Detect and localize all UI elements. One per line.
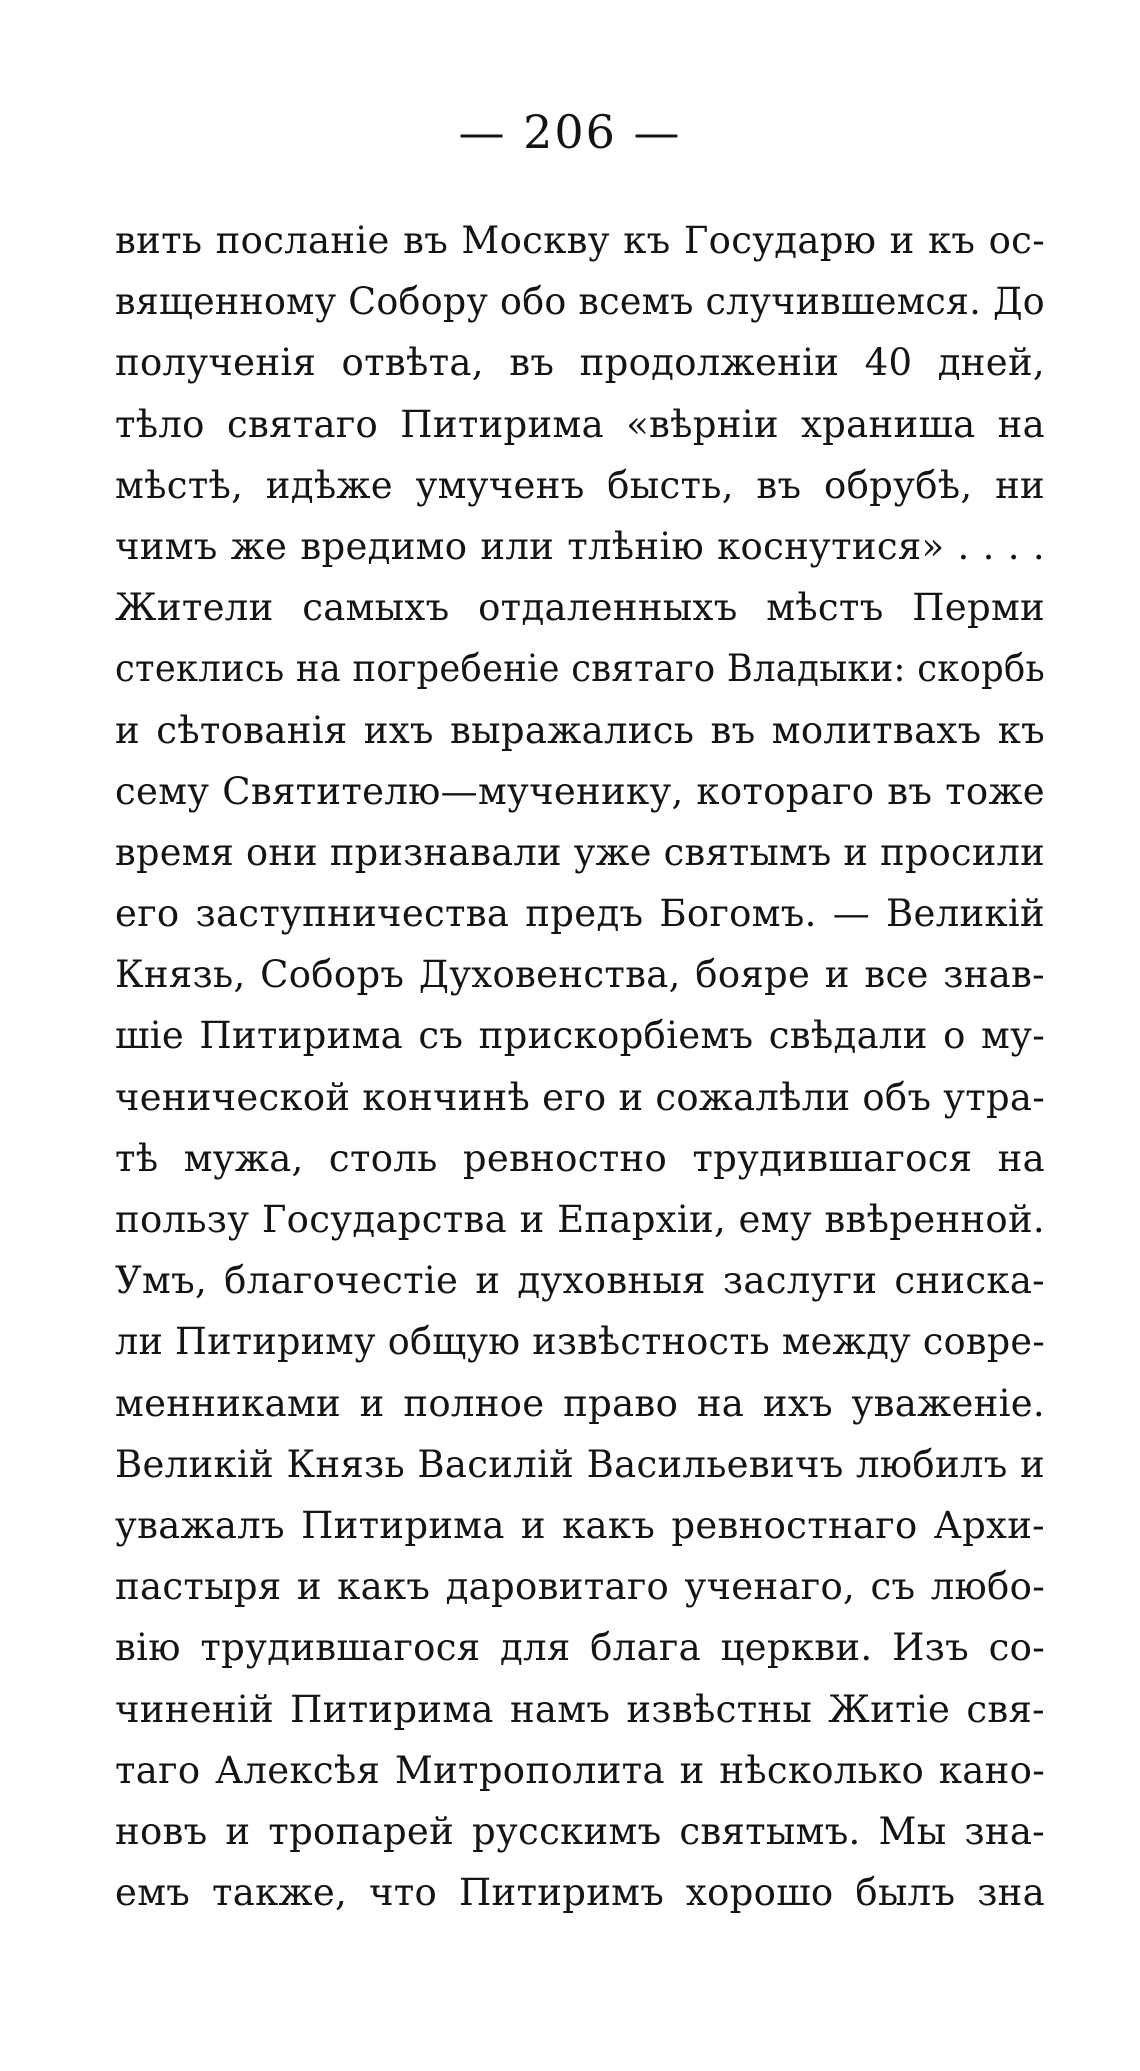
text-line: Князь, Соборъ Духовенства, бояре и все знав- <box>115 953 1045 997</box>
text-line: тѣло святаго Питирима «вѣрніи храниша на <box>115 402 1045 446</box>
text-line: уважалъ Питирима и какъ ревностнаго Архи- <box>115 1503 1045 1547</box>
text-line: его заступничества предъ Богомъ. — Великій <box>115 892 1045 936</box>
text-line: время они признавали уже святымъ и просили <box>115 830 1045 874</box>
text-line: таго Алексѣя Митрополита и нѣсколько кано- <box>115 1748 1045 1792</box>
text-line: новъ и тропарей русскимъ святымъ. Мы зна- <box>115 1809 1045 1853</box>
text-line: менниками и полное право на ихъ уваженіе. <box>115 1381 1045 1425</box>
text-line: Великій Князь Василій Васильевичъ любилъ и <box>115 1442 1045 1486</box>
body-text <box>115 210 1045 1923</box>
text-line: пастыря и какъ даровитаго ученаго, съ любо- <box>115 1565 1045 1609</box>
text-line: ли Питириму общую извѣстность между совре- <box>115 1320 1045 1364</box>
text-line: Жители самыхъ отдаленныхъ мѣстъ Перми <box>115 586 1045 630</box>
text-line: полученія отвѣта, въ продолженіи 40 дней, <box>115 341 1045 385</box>
text-line: ченической кончинѣ его и сожалѣли объ утра- <box>115 1075 1045 1119</box>
text-line: шіе Питирима съ прискорбіемъ свѣдали о му- <box>115 1014 1045 1058</box>
text-line: Умъ, благочестіе и духовныя заслуги сниска- <box>115 1259 1045 1303</box>
text-line: и сѣтованія ихъ выражались въ молитвахъ къ <box>115 708 1045 752</box>
text-line: вить посланіе въ Москву къ Государю и къ ос- <box>115 219 1045 262</box>
text-line: емъ также, что Питиримъ хорошо былъ зна <box>115 1871 1045 1915</box>
text-line: стеклись на погребеніе святаго Владыки: скорбь <box>115 647 1045 691</box>
text-line: мѣстѣ, идѣже умученъ бысть, въ обрубѣ, ни <box>115 463 1045 507</box>
text-line: тѣ мужа, столь ревностно трудившагося на <box>115 1136 1045 1180</box>
text-line: вію трудившагося для блага церкви. Изъ со- <box>115 1626 1045 1670</box>
text-line: вященному Собору обо всемъ случившемся. До <box>115 280 1045 324</box>
page-number: — 206 — <box>458 105 682 159</box>
text-line: чимъ же вредимо или тлѣнію коснутися» . . . . <box>115 524 1045 568</box>
text-line: сему Святителю—мученику, котораго въ тоже <box>115 769 1045 813</box>
text-line: пользу Государства и Епархіи, ему ввѣренной. <box>115 1198 1045 1241</box>
text-line: чиненій Питирима намъ извѣстны Житіе свя- <box>115 1687 1045 1731</box>
